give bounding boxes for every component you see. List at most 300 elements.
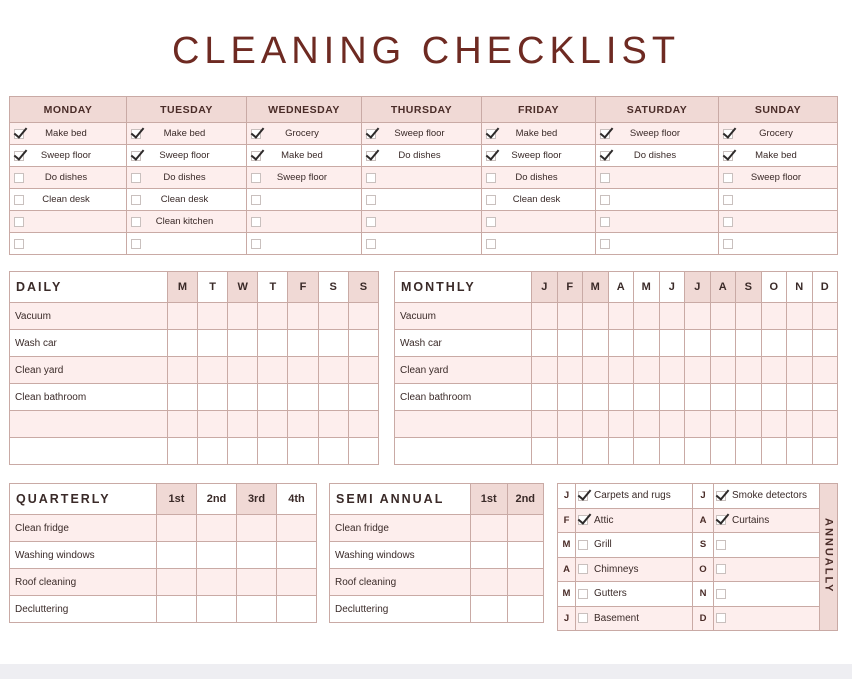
monthly-cell[interactable] xyxy=(685,303,711,330)
daily-cell[interactable] xyxy=(318,438,348,465)
task-checkbox[interactable] xyxy=(723,239,733,249)
annual-checkbox[interactable] xyxy=(716,540,726,550)
annual-task-label: Carpets and rugs xyxy=(594,490,671,502)
task-label: Clean kitchen xyxy=(155,216,214,227)
weekly-cell xyxy=(719,145,838,167)
daily-column-header: M xyxy=(167,272,197,303)
monthly-cell[interactable] xyxy=(634,357,660,384)
monthly-cell[interactable] xyxy=(761,303,787,330)
monthly-cell[interactable] xyxy=(812,330,838,357)
monthly-cell[interactable] xyxy=(736,384,762,411)
quarterly-cell[interactable] xyxy=(197,596,237,623)
monthly-cell[interactable] xyxy=(659,330,685,357)
day-header-thursday: THURSDAY xyxy=(362,97,482,123)
monthly-cell[interactable] xyxy=(761,438,787,465)
semi-annual-cell[interactable] xyxy=(471,596,508,623)
month-letter: A xyxy=(558,557,576,582)
daily-cell[interactable] xyxy=(228,303,258,330)
task-checkbox[interactable] xyxy=(486,129,496,139)
daily-cell[interactable] xyxy=(198,384,228,411)
task-checkbox[interactable] xyxy=(14,217,24,227)
annual-task-cell xyxy=(714,606,820,631)
daily-cell[interactable] xyxy=(198,330,228,357)
daily-cell[interactable] xyxy=(348,330,378,357)
monthly-cell[interactable] xyxy=(736,303,762,330)
task-checkbox[interactable] xyxy=(486,217,496,227)
annual-checkbox[interactable] xyxy=(716,515,726,525)
semi-annual-cell[interactable] xyxy=(507,515,544,542)
annual-row xyxy=(558,484,838,509)
quarterly-cell[interactable] xyxy=(277,515,317,542)
annual-task-label: Smoke detectors xyxy=(732,490,808,502)
task-checkbox[interactable] xyxy=(366,151,376,161)
quarterly-cell[interactable] xyxy=(197,542,237,569)
annual-checkbox[interactable] xyxy=(578,515,588,525)
weekly-row xyxy=(10,167,838,189)
task-label: Make bed xyxy=(755,150,797,161)
monthly-cell[interactable] xyxy=(761,357,787,384)
daily-cell[interactable] xyxy=(318,330,348,357)
monthly-cell[interactable] xyxy=(532,330,558,357)
task-checkbox[interactable] xyxy=(600,173,610,183)
monthly-cell[interactable] xyxy=(532,303,558,330)
task-label: Do dishes xyxy=(163,172,206,183)
monthly-cell[interactable] xyxy=(659,438,685,465)
monthly-cell[interactable] xyxy=(608,330,634,357)
task-checkbox[interactable] xyxy=(600,217,610,227)
monthly-cell[interactable] xyxy=(812,357,838,384)
monthly-cell[interactable] xyxy=(634,303,660,330)
weekly-cell xyxy=(247,189,362,211)
task-checkbox[interactable] xyxy=(14,195,24,205)
monthly-row xyxy=(395,438,838,465)
annual-checkbox[interactable] xyxy=(716,589,726,599)
weekly-cell xyxy=(362,145,482,167)
weekly-cell xyxy=(247,233,362,255)
quarterly-cell[interactable] xyxy=(277,596,317,623)
daily-cell[interactable] xyxy=(288,303,318,330)
bottom-strip xyxy=(0,664,852,679)
annually-side-label: ANNUALLY xyxy=(822,517,835,594)
monthly-cell[interactable] xyxy=(761,411,787,438)
semi-annual-cell[interactable] xyxy=(471,569,508,596)
monthly-cell[interactable] xyxy=(583,303,609,330)
task-checkbox[interactable] xyxy=(366,129,376,139)
task-checkbox[interactable] xyxy=(131,173,141,183)
monthly-cell[interactable] xyxy=(787,357,813,384)
daily-cell[interactable] xyxy=(167,438,197,465)
task-checkbox[interactable] xyxy=(131,195,141,205)
annual-task-cell xyxy=(576,533,693,558)
quarterly-cell[interactable] xyxy=(277,542,317,569)
monthly-cell[interactable] xyxy=(787,438,813,465)
daily-cell[interactable] xyxy=(318,411,348,438)
annual-task-cell xyxy=(576,557,693,582)
daily-cell[interactable] xyxy=(258,411,288,438)
monthly-cell[interactable] xyxy=(685,411,711,438)
task-checkbox[interactable] xyxy=(14,129,24,139)
task-checkbox[interactable] xyxy=(131,151,141,161)
daily-row-label xyxy=(10,438,168,465)
monthly-cell[interactable] xyxy=(532,384,558,411)
quarterly-cell[interactable] xyxy=(197,569,237,596)
daily-cell[interactable] xyxy=(288,411,318,438)
monthly-cell[interactable] xyxy=(710,438,736,465)
daily-cell[interactable] xyxy=(348,357,378,384)
daily-cell[interactable] xyxy=(167,384,197,411)
annual-task-cell xyxy=(714,484,820,509)
daily-cell[interactable] xyxy=(198,438,228,465)
monthly-cell[interactable] xyxy=(812,411,838,438)
monthly-column-header: N xyxy=(787,272,813,303)
task-label: Make bed xyxy=(45,128,87,139)
annual-checkbox[interactable] xyxy=(578,491,588,501)
task-checkbox[interactable] xyxy=(251,173,261,183)
annual-checkbox[interactable] xyxy=(716,613,726,623)
monthly-cell[interactable] xyxy=(710,384,736,411)
monthly-cell[interactable] xyxy=(736,438,762,465)
annually-side-label-cell xyxy=(820,484,838,631)
month-letter: J xyxy=(558,606,576,631)
task-checkbox[interactable] xyxy=(366,195,376,205)
monthly-cell[interactable] xyxy=(685,438,711,465)
weekly-cell xyxy=(482,211,596,233)
task-checkbox[interactable] xyxy=(366,239,376,249)
monthly-column-header: M xyxy=(634,272,660,303)
semi-annual-cell[interactable] xyxy=(507,596,544,623)
daily-cell[interactable] xyxy=(348,438,378,465)
weekly-cell xyxy=(247,145,362,167)
daily-cell[interactable] xyxy=(258,330,288,357)
task-checkbox[interactable] xyxy=(723,151,733,161)
monthly-cell[interactable] xyxy=(634,330,660,357)
weekly-row xyxy=(10,123,838,145)
task-label: Sweep floor xyxy=(40,150,92,161)
task-checkbox[interactable] xyxy=(131,239,141,249)
monthly-cell[interactable] xyxy=(557,411,583,438)
monthly-cell[interactable] xyxy=(787,384,813,411)
daily-cell[interactable] xyxy=(258,357,288,384)
task-checkbox[interactable] xyxy=(486,151,496,161)
semi-annual-row-label: Decluttering xyxy=(330,596,471,623)
annual-checkbox[interactable] xyxy=(578,564,588,574)
quarterly-cell[interactable] xyxy=(237,569,277,596)
monthly-cell[interactable] xyxy=(761,384,787,411)
weekly-cell xyxy=(247,211,362,233)
daily-cell[interactable] xyxy=(167,411,197,438)
monthly-column-header: M xyxy=(583,272,609,303)
daily-row-label: Wash car xyxy=(10,330,168,357)
weekly-cell xyxy=(247,167,362,189)
monthly-cell[interactable] xyxy=(532,438,558,465)
task-checkbox[interactable] xyxy=(251,239,261,249)
monthly-cell[interactable] xyxy=(812,438,838,465)
daily-cell[interactable] xyxy=(258,303,288,330)
day-header-friday: FRIDAY xyxy=(482,97,596,123)
annual-task-cell xyxy=(714,557,820,582)
quarterly-cell[interactable] xyxy=(157,569,197,596)
task-checkbox[interactable] xyxy=(14,173,24,183)
daily-cell[interactable] xyxy=(198,303,228,330)
daily-cell[interactable] xyxy=(318,303,348,330)
monthly-cell[interactable] xyxy=(608,357,634,384)
monthly-cell[interactable] xyxy=(583,438,609,465)
quarterly-row-label: Roof cleaning xyxy=(10,569,157,596)
weekly-cell xyxy=(10,233,127,255)
month-letter: N xyxy=(693,582,714,607)
weekly-cell xyxy=(362,233,482,255)
annual-checkbox[interactable] xyxy=(578,540,588,550)
daily-cell[interactable] xyxy=(167,303,197,330)
monthly-cell[interactable] xyxy=(608,438,634,465)
monthly-cell[interactable] xyxy=(583,384,609,411)
daily-column-header: F xyxy=(288,272,318,303)
weekly-cell xyxy=(596,145,719,167)
monthly-cell[interactable] xyxy=(634,384,660,411)
task-checkbox[interactable] xyxy=(723,129,733,139)
monthly-cell[interactable] xyxy=(736,411,762,438)
task-checkbox[interactable] xyxy=(600,129,610,139)
monthly-cell[interactable] xyxy=(583,330,609,357)
semi-annual-row-label: Washing windows xyxy=(330,542,471,569)
weekly-cell xyxy=(719,211,838,233)
daily-row-label xyxy=(10,411,168,438)
annually-table xyxy=(557,483,838,631)
daily-cell[interactable] xyxy=(228,411,258,438)
monthly-row-label xyxy=(395,438,532,465)
monthly-cell[interactable] xyxy=(583,357,609,384)
monthly-cell[interactable] xyxy=(557,330,583,357)
month-letter: A xyxy=(693,508,714,533)
weekly-cell xyxy=(10,189,127,211)
semi-annual-cell[interactable] xyxy=(471,515,508,542)
annual-task-cell xyxy=(576,508,693,533)
month-letter: M xyxy=(558,533,576,558)
quarterly-cell[interactable] xyxy=(197,515,237,542)
weekly-cell xyxy=(719,189,838,211)
daily-row xyxy=(10,438,379,465)
monthly-heading: MONTHLY xyxy=(395,272,532,303)
quarterly-row xyxy=(10,569,317,596)
monthly-cell[interactable] xyxy=(557,303,583,330)
monthly-cell[interactable] xyxy=(685,384,711,411)
quarterly-cell[interactable] xyxy=(277,569,317,596)
task-checkbox[interactable] xyxy=(251,129,261,139)
monthly-cell[interactable] xyxy=(685,330,711,357)
monthly-row xyxy=(395,303,838,330)
monthly-row-label: Clean bathroom xyxy=(395,384,532,411)
task-checkbox[interactable] xyxy=(366,173,376,183)
task-checkbox[interactable] xyxy=(600,195,610,205)
monthly-cell[interactable] xyxy=(685,357,711,384)
task-checkbox[interactable] xyxy=(486,173,496,183)
daily-cell[interactable] xyxy=(228,330,258,357)
monthly-cell[interactable] xyxy=(761,330,787,357)
weekly-cell xyxy=(127,233,247,255)
semi-annual-row-label: Roof cleaning xyxy=(330,569,471,596)
monthly-column-header: J xyxy=(659,272,685,303)
daily-cell[interactable] xyxy=(228,357,258,384)
monthly-cell[interactable] xyxy=(787,303,813,330)
monthly-cell[interactable] xyxy=(787,330,813,357)
daily-heading: DAILY xyxy=(10,272,168,303)
monthly-cell[interactable] xyxy=(710,330,736,357)
daily-cell[interactable] xyxy=(167,330,197,357)
annual-row xyxy=(558,533,838,558)
task-checkbox[interactable] xyxy=(251,217,261,227)
quarterly-cell[interactable] xyxy=(237,542,277,569)
daily-row xyxy=(10,330,379,357)
monthly-cell[interactable] xyxy=(557,438,583,465)
monthly-cell[interactable] xyxy=(659,303,685,330)
task-label: Make bed xyxy=(281,150,323,161)
task-checkbox[interactable] xyxy=(366,217,376,227)
monthly-table xyxy=(394,271,838,465)
annual-task-cell xyxy=(576,484,693,509)
day-header-tuesday: TUESDAY xyxy=(127,97,247,123)
monthly-cell[interactable] xyxy=(787,411,813,438)
daily-cell[interactable] xyxy=(288,438,318,465)
task-checkbox[interactable] xyxy=(486,239,496,249)
task-checkbox[interactable] xyxy=(486,195,496,205)
annual-task-label: Gutters xyxy=(594,588,627,600)
annual-task-label: Basement xyxy=(594,612,640,624)
weekly-cell xyxy=(482,167,596,189)
task-label: Clean desk xyxy=(160,194,209,205)
monthly-cell[interactable] xyxy=(608,384,634,411)
monthly-cell[interactable] xyxy=(634,411,660,438)
monthly-cell[interactable] xyxy=(736,330,762,357)
daily-cell[interactable] xyxy=(348,303,378,330)
daily-row xyxy=(10,303,379,330)
task-checkbox[interactable] xyxy=(14,239,24,249)
task-checkbox[interactable] xyxy=(600,151,610,161)
monthly-cell[interactable] xyxy=(710,357,736,384)
task-checkbox[interactable] xyxy=(600,239,610,249)
task-label: Do dishes xyxy=(515,172,558,183)
task-checkbox[interactable] xyxy=(251,195,261,205)
weekly-cell xyxy=(362,167,482,189)
task-label: Grocery xyxy=(759,128,793,139)
monthly-cell[interactable] xyxy=(583,411,609,438)
quarterly-cell[interactable] xyxy=(157,542,197,569)
weekly-cell xyxy=(482,145,596,167)
quarterly-column-header: 3rd xyxy=(237,484,277,515)
monthly-cell[interactable] xyxy=(634,438,660,465)
daily-cell[interactable] xyxy=(228,438,258,465)
annual-checkbox[interactable] xyxy=(578,589,588,599)
annual-checkbox[interactable] xyxy=(578,613,588,623)
task-label: Make bed xyxy=(163,128,206,139)
monthly-cell[interactable] xyxy=(812,384,838,411)
task-label: Sweep floor xyxy=(394,128,445,139)
semi-annual-cell[interactable] xyxy=(471,542,508,569)
quarterly-cell[interactable] xyxy=(237,515,277,542)
monthly-cell[interactable] xyxy=(659,384,685,411)
quarterly-row-label: Washing windows xyxy=(10,542,157,569)
monthly-cell[interactable] xyxy=(659,411,685,438)
daily-column-header: T xyxy=(198,272,228,303)
weekly-cell xyxy=(127,167,247,189)
annual-row xyxy=(558,582,838,607)
task-label: Do dishes xyxy=(398,150,441,161)
semi-annual-cell[interactable] xyxy=(507,542,544,569)
daily-cell[interactable] xyxy=(198,411,228,438)
monthly-column-header: J xyxy=(532,272,558,303)
monthly-cell[interactable] xyxy=(736,357,762,384)
daily-cell[interactable] xyxy=(198,357,228,384)
task-label: Do dishes xyxy=(44,172,88,183)
task-checkbox[interactable] xyxy=(131,129,141,139)
task-checkbox[interactable] xyxy=(131,217,141,227)
task-checkbox[interactable] xyxy=(723,173,733,183)
semi-annual-row xyxy=(330,596,544,623)
task-checkbox[interactable] xyxy=(14,151,24,161)
daily-cell[interactable] xyxy=(228,384,258,411)
daily-cell[interactable] xyxy=(258,438,288,465)
task-checkbox[interactable] xyxy=(723,195,733,205)
monthly-column-header: F xyxy=(557,272,583,303)
weekly-cell xyxy=(719,233,838,255)
daily-row-label: Vacuum xyxy=(10,303,168,330)
weekly-cell xyxy=(362,123,482,145)
annual-task-cell xyxy=(714,533,820,558)
daily-cell[interactable] xyxy=(288,357,318,384)
monthly-cell[interactable] xyxy=(659,357,685,384)
month-letter: M xyxy=(558,582,576,607)
task-checkbox[interactable] xyxy=(251,151,261,161)
monthly-cell[interactable] xyxy=(608,411,634,438)
annual-checkbox[interactable] xyxy=(716,491,726,501)
daily-cell[interactable] xyxy=(318,357,348,384)
quarterly-cell[interactable] xyxy=(157,515,197,542)
task-checkbox[interactable] xyxy=(723,217,733,227)
daily-row-label: Clean yard xyxy=(10,357,168,384)
daily-cell[interactable] xyxy=(318,384,348,411)
weekly-row xyxy=(10,233,838,255)
monthly-cell[interactable] xyxy=(557,357,583,384)
daily-column-header: T xyxy=(258,272,288,303)
quarterly-cell[interactable] xyxy=(237,596,277,623)
monthly-cell[interactable] xyxy=(710,411,736,438)
daily-cell[interactable] xyxy=(348,384,378,411)
daily-row xyxy=(10,357,379,384)
annual-row xyxy=(558,606,838,631)
daily-cell[interactable] xyxy=(288,384,318,411)
daily-cell[interactable] xyxy=(348,411,378,438)
daily-cell[interactable] xyxy=(258,384,288,411)
monthly-cell[interactable] xyxy=(608,303,634,330)
semi-annual-heading: SEMI ANNUAL xyxy=(330,484,471,515)
monthly-cell[interactable] xyxy=(812,303,838,330)
monthly-row xyxy=(395,357,838,384)
annual-task-label: Chimneys xyxy=(594,563,639,575)
annual-task-cell xyxy=(714,582,820,607)
annual-task-cell xyxy=(714,508,820,533)
semi-annual-row xyxy=(330,542,544,569)
quarterly-cell[interactable] xyxy=(157,596,197,623)
monthly-cell[interactable] xyxy=(532,411,558,438)
monthly-column-header: D xyxy=(812,272,838,303)
daily-cell[interactable] xyxy=(167,357,197,384)
daily-cell[interactable] xyxy=(288,330,318,357)
weekly-cell xyxy=(10,145,127,167)
monthly-cell[interactable] xyxy=(557,384,583,411)
annual-checkbox[interactable] xyxy=(716,564,726,574)
semi-annual-cell[interactable] xyxy=(507,569,544,596)
monthly-cell[interactable] xyxy=(710,303,736,330)
monthly-cell[interactable] xyxy=(532,357,558,384)
